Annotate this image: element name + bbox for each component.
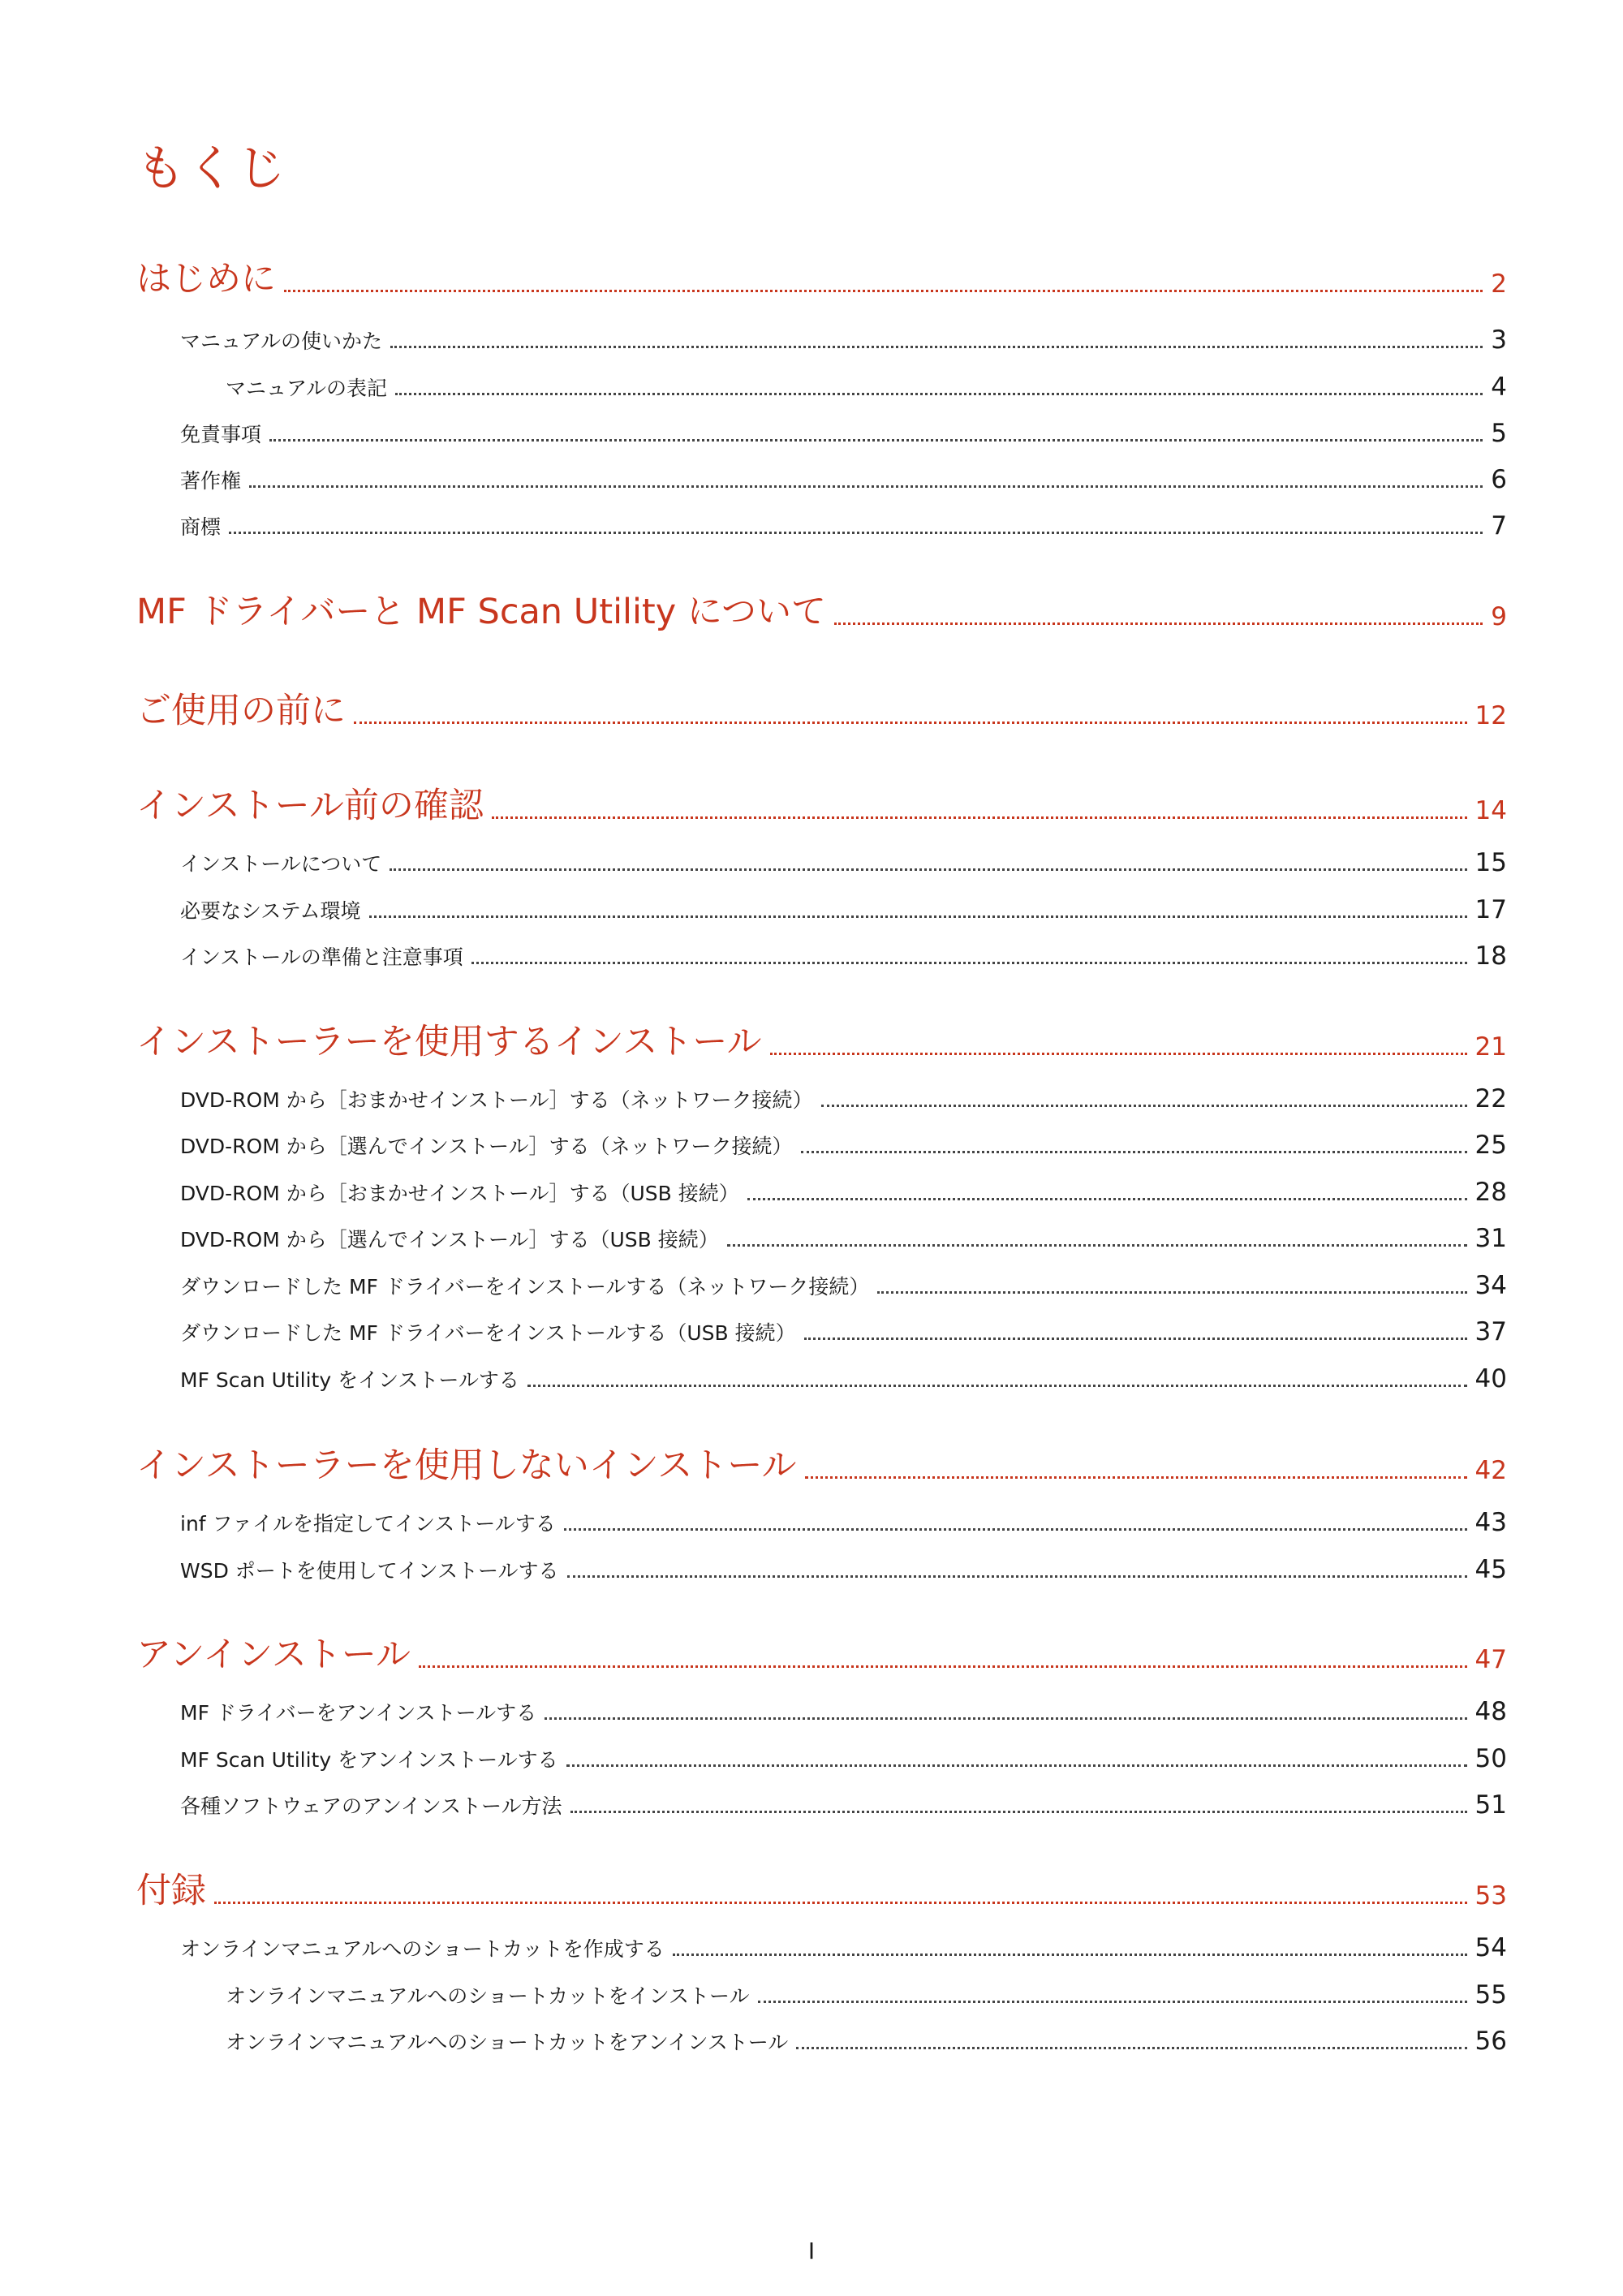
toc-page-number: 14 xyxy=(1474,796,1507,825)
dot-leader xyxy=(758,2001,1467,2003)
toc-entry[interactable] xyxy=(136,1870,1507,1912)
dot-leader xyxy=(419,1665,1467,1668)
dot-leader xyxy=(269,439,1483,442)
page-title: もくじ xyxy=(136,140,287,197)
dot-leader xyxy=(804,1338,1467,1340)
toc-entry[interactable] xyxy=(180,1223,1507,1254)
toc-page-number: 54 xyxy=(1474,1933,1507,1962)
dot-leader xyxy=(834,622,1483,625)
dot-leader xyxy=(471,962,1467,964)
toc-entry[interactable] xyxy=(226,372,1507,403)
toc-page-number: 25 xyxy=(1474,1131,1507,1160)
toc-page-number: 55 xyxy=(1474,1980,1507,2010)
toc-page-number: 42 xyxy=(1474,1456,1507,1485)
toc-entry-title: DVD-ROM から［おまかせインストール］する（USB 接続） xyxy=(180,1182,739,1205)
dot-leader xyxy=(805,1476,1467,1479)
dot-leader xyxy=(395,393,1483,395)
footer-page-number: I xyxy=(807,2238,816,2264)
toc-entry[interactable] xyxy=(180,325,1507,355)
toc-entry-title: アンインストール xyxy=(136,1635,411,1675)
toc-entry[interactable] xyxy=(226,1979,1507,2010)
toc-page-number: 7 xyxy=(1491,511,1507,541)
toc-entry-title: ダウンロードした MF ドライバーをインストールする（USB 接続） xyxy=(180,1321,796,1345)
toc-page-number: 50 xyxy=(1474,1744,1507,1773)
toc-page-number: 56 xyxy=(1474,2027,1507,2056)
dot-leader xyxy=(673,1954,1467,1956)
toc-page-number: 9 xyxy=(1491,602,1507,631)
toc-page-number: 12 xyxy=(1474,701,1507,730)
toc-entry[interactable] xyxy=(180,1554,1507,1585)
toc-page-number: 5 xyxy=(1491,419,1507,448)
toc-page-number: 34 xyxy=(1474,1271,1507,1300)
toc-page-number: 47 xyxy=(1474,1645,1507,1674)
dot-leader xyxy=(564,1528,1467,1531)
toc-entry[interactable] xyxy=(180,1270,1507,1301)
toc-page-number: 37 xyxy=(1474,1317,1507,1346)
toc-entry-title: DVD-ROM から［選んでインストール］する（USB 接続） xyxy=(180,1228,719,1251)
toc-entry-title: MF ドライバーをアンインストールする xyxy=(180,1701,537,1725)
toc-page-number: 48 xyxy=(1474,1697,1507,1726)
toc-entry[interactable] xyxy=(226,2026,1507,2057)
toc-page-number: 43 xyxy=(1474,1508,1507,1537)
dot-leader xyxy=(747,1198,1467,1200)
toc-entry-title: インストーラーを使用しないインストール xyxy=(136,1445,797,1486)
toc-page-number: 53 xyxy=(1474,1881,1507,1910)
toc-entry[interactable] xyxy=(136,785,1507,827)
dot-leader xyxy=(492,816,1467,819)
dot-leader xyxy=(570,1811,1467,1813)
toc-entry[interactable] xyxy=(180,1177,1507,1208)
toc-entry-title: DVD-ROM から［おまかせインストール］する（ネットワーク接続） xyxy=(180,1088,813,1112)
toc-page-number: 15 xyxy=(1474,848,1507,877)
toc-entry[interactable] xyxy=(180,1083,1507,1114)
dot-leader xyxy=(284,290,1483,292)
toc-entry[interactable] xyxy=(180,510,1507,541)
toc-entry-title: オンラインマニュアルへのショートカットを作成する xyxy=(180,1937,665,1961)
toc-entry-title: マニュアルの表記 xyxy=(226,377,388,400)
toc-entry[interactable] xyxy=(180,1932,1507,1963)
toc-entry-title: 付録 xyxy=(136,1871,206,1911)
dot-leader xyxy=(229,532,1483,534)
toc-entry[interactable] xyxy=(180,941,1507,971)
toc-page-number: 2 xyxy=(1491,269,1507,299)
toc-page-number: 4 xyxy=(1491,373,1507,402)
toc-entry[interactable] xyxy=(180,1696,1507,1727)
toc-entry[interactable] xyxy=(180,894,1507,925)
toc-entry[interactable] xyxy=(180,1130,1507,1161)
toc-entry[interactable] xyxy=(180,1363,1507,1394)
dot-leader xyxy=(214,1902,1467,1904)
toc-entry-title: 各種ソフトウェアのアンインストール方法 xyxy=(180,1794,562,1818)
toc-entry[interactable] xyxy=(136,690,1507,732)
toc-page-number: 22 xyxy=(1474,1084,1507,1114)
dot-leader xyxy=(249,485,1483,488)
dot-leader xyxy=(796,2047,1466,2049)
toc-entry[interactable] xyxy=(136,1445,1507,1487)
toc-entry-title: インストール前の確認 xyxy=(136,786,484,826)
toc-entry[interactable] xyxy=(180,1507,1507,1538)
toc-page-number: 21 xyxy=(1474,1032,1507,1062)
dot-leader xyxy=(567,1575,1467,1578)
toc-entry-title: ダウンロードした MF ドライバーをインストールする（ネットワーク接続） xyxy=(180,1275,870,1299)
toc-entry[interactable] xyxy=(136,1634,1507,1676)
toc-page-number: 3 xyxy=(1491,325,1507,355)
dot-leader xyxy=(821,1105,1467,1107)
toc-page-number: 6 xyxy=(1491,465,1507,494)
toc-page-number: 51 xyxy=(1474,1790,1507,1820)
toc-page-number: 28 xyxy=(1474,1178,1507,1207)
toc-entry[interactable] xyxy=(136,1021,1507,1063)
dot-leader xyxy=(527,1385,1467,1387)
toc-entry[interactable] xyxy=(136,591,1507,633)
dot-leader xyxy=(354,722,1467,724)
toc-entry[interactable] xyxy=(180,418,1507,449)
toc-entry-title: インストールについて xyxy=(180,852,382,876)
toc-entry-title: インストールの準備と注意事項 xyxy=(180,946,463,969)
dot-leader xyxy=(369,915,1467,918)
toc-entry-title: 商標 xyxy=(180,515,222,539)
toc-page-number: 18 xyxy=(1474,941,1507,971)
toc-entry[interactable] xyxy=(180,847,1507,878)
toc-entry[interactable] xyxy=(180,1743,1507,1774)
dot-leader xyxy=(390,346,1483,348)
toc-entry-title: はじめに xyxy=(136,259,276,299)
dot-leader xyxy=(801,1151,1467,1153)
toc-entry-title: マニュアルの使いかた xyxy=(180,330,383,353)
toc-entry[interactable] xyxy=(136,258,1507,300)
toc-page-number: 31 xyxy=(1474,1224,1507,1253)
dot-leader xyxy=(545,1717,1466,1720)
toc-entry[interactable] xyxy=(180,1790,1507,1820)
toc-page-number: 45 xyxy=(1474,1555,1507,1584)
toc-entry-title: 著作権 xyxy=(180,469,242,493)
toc-entry-title: オンラインマニュアルへのショートカットをインストール xyxy=(226,1984,750,2008)
toc-entry-title: MF Scan Utility をアンインストールする xyxy=(180,1748,558,1772)
dot-leader xyxy=(390,868,1466,871)
dot-leader xyxy=(877,1291,1466,1294)
toc-entry-title: インストーラーを使用するインストール xyxy=(136,1022,762,1062)
toc-entry-title: WSD ポートを使用してインストールする xyxy=(180,1559,559,1583)
dot-leader xyxy=(566,1764,1467,1767)
toc-entry-title: ご使用の前に xyxy=(136,691,346,731)
toc-entry-title: DVD-ROM から［選んでインストール］する（ネットワーク接続） xyxy=(180,1135,793,1158)
toc-page-number: 40 xyxy=(1474,1364,1507,1394)
toc-page-number: 17 xyxy=(1474,895,1507,924)
dot-leader xyxy=(727,1244,1467,1247)
toc-entry[interactable] xyxy=(180,1316,1507,1347)
toc-entry-title: MF Scan Utility をインストールする xyxy=(180,1368,519,1392)
toc-entry-title: MF ドライバーと MF Scan Utility について xyxy=(136,592,827,632)
toc-entry-title: inf ファイルを指定してインストールする xyxy=(180,1512,556,1536)
toc-entry-title: 免責事項 xyxy=(180,423,262,446)
toc-entry[interactable] xyxy=(180,464,1507,495)
toc-entry-title: 必要なシステム環境 xyxy=(180,899,361,923)
toc-entry-title: オンラインマニュアルへのショートカットをアンインストール xyxy=(226,2031,789,2054)
dot-leader xyxy=(770,1053,1467,1055)
